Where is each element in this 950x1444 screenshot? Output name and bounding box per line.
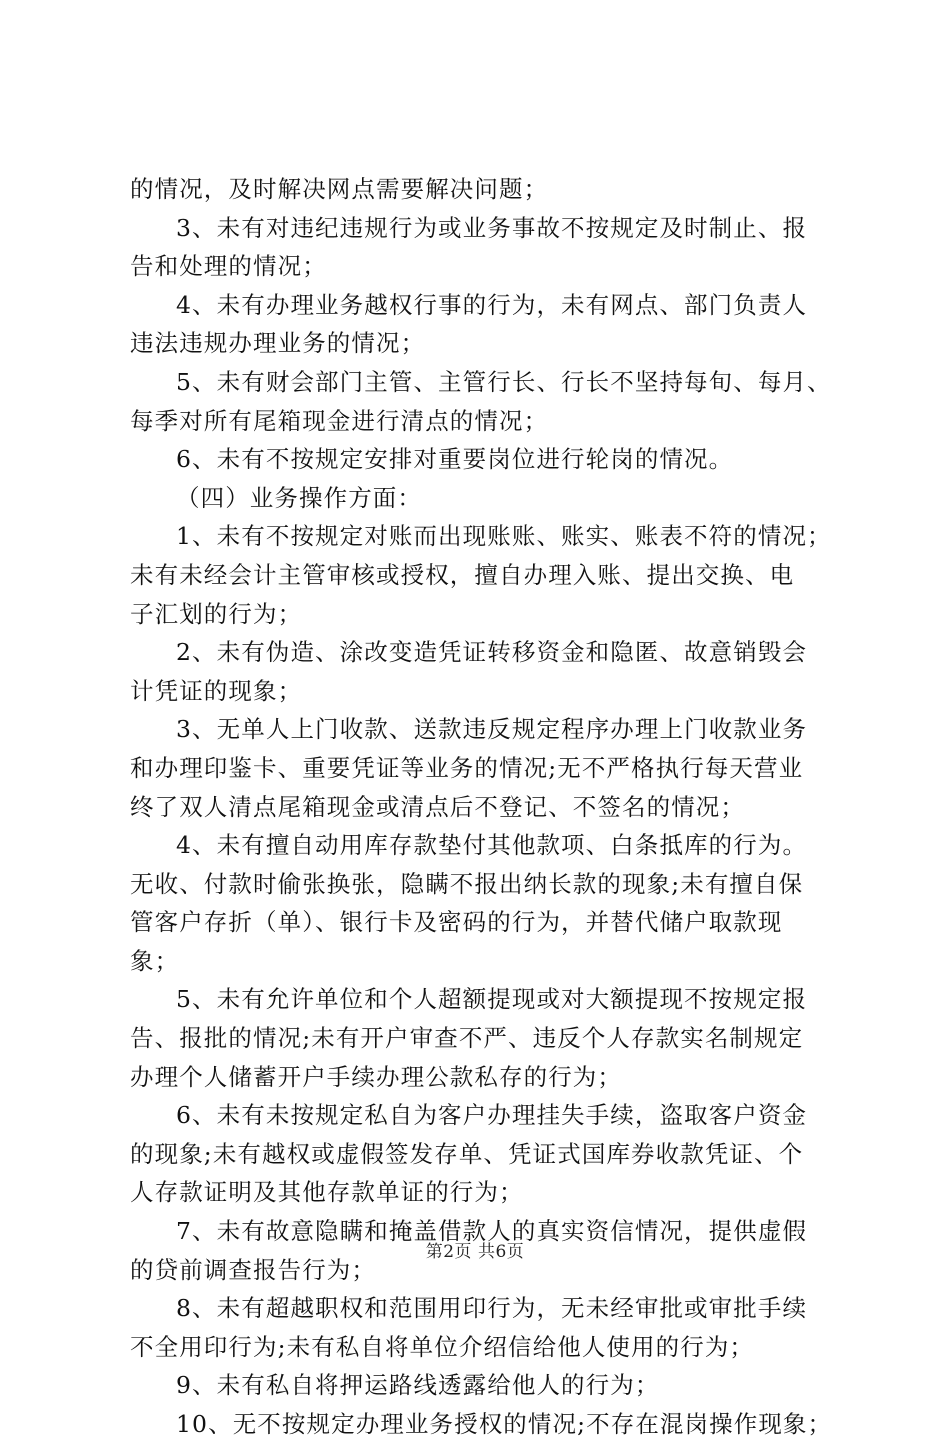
text-line: 的贷前调查报告行为；	[130, 1255, 376, 1284]
text-line: 6、未有不按规定安排对重要岗位进行轮岗的情况。	[176, 445, 734, 474]
text-line: 办理个人储蓄开户手续办理公款私存的行为；	[130, 1062, 622, 1091]
text-line: 9、未有私自将押运路线透露给他人的行为；	[176, 1371, 660, 1400]
page-footer: 第2页 共6页	[425, 1242, 525, 1262]
text-line: 4、未有办理业务越权行事的行为，未有网点、部门负责人	[176, 290, 808, 319]
text-line: 4、未有擅自动用库存款垫付其他款项、白条抵库的行为。	[176, 831, 808, 860]
text-line: 10、无不按规定办理业务授权的情况;不存在混岗操作现象；	[176, 1410, 833, 1438]
text-line: 的现象;未有越权或虚假签发存单、凭证式国库券收款凭证、个	[130, 1139, 804, 1168]
text-line: 子汇划的行为；	[130, 599, 303, 628]
text-line: 无收、付款时偷张换张，隐瞒不报出纳长款的现象;未有擅自保	[130, 869, 804, 898]
text-line: 3、无单人上门收款、送款违反规定程序办理上门收款业务	[176, 715, 808, 744]
text-line: 和办理印鉴卡、重要凭证等业务的情况;无不严格执行每天营业	[130, 753, 804, 782]
text-line: 不全用印行为;未有私自将单位介绍信给他人使用的行为；	[130, 1332, 755, 1361]
text-line: 计凭证的现象；	[130, 676, 303, 705]
text-line: 违法违规办理业务的情况；	[130, 329, 426, 358]
text-line: 告、报批的情况;未有开户审查不严、违反个人存款实名制规定	[130, 1024, 804, 1053]
text-line: 的情况，及时解决网点需要解决问题；	[130, 175, 549, 203]
text-line: 每季对所有尾箱现金进行清点的情况；	[130, 406, 549, 435]
text-line: 终了双人清点尾箱现金或清点后不登记、不签名的情况；	[130, 792, 745, 821]
text-line: 6、未有未按规定私自为客户办理挂失手续，盗取客户资金	[176, 1101, 808, 1130]
text-line: 象；	[130, 946, 180, 975]
text-line: 告和处理的情况；	[130, 252, 327, 281]
text-line: 3、未有对违纪违规行为或业务事故不按规定及时制止、报	[176, 213, 808, 242]
text-line: 7、未有故意隐瞒和掩盖借款人的真实资信情况，提供虚假	[176, 1217, 808, 1246]
text-line: 8、未有超越职权和范围用印行为，无未经审批或审批手续	[176, 1294, 808, 1323]
text-line: 5、未有财会部门主管、主管行长、行长不坚持每旬、每月、	[176, 367, 832, 396]
text-line: 人存款证明及其他存款单证的行为；	[130, 1178, 524, 1207]
text-line: 未有未经会计主管审核或授权，擅自办理入账、提出交换、电	[130, 560, 795, 589]
text-line: 管客户存折（单）、银行卡及密码的行为，并替代储户取款现	[130, 908, 783, 937]
text-line: 5、未有允许单位和个人超额提现或对大额提现不按规定报	[176, 985, 808, 1014]
text-line: 1、未有不按规定对账而出现账账、账实、账表不符的情况；	[176, 522, 832, 551]
text-line: （四）业务操作方面：	[176, 483, 422, 512]
text-line: 2、未有伪造、涂改变造凭证转移资金和隐匿、故意销毁会	[176, 638, 808, 667]
